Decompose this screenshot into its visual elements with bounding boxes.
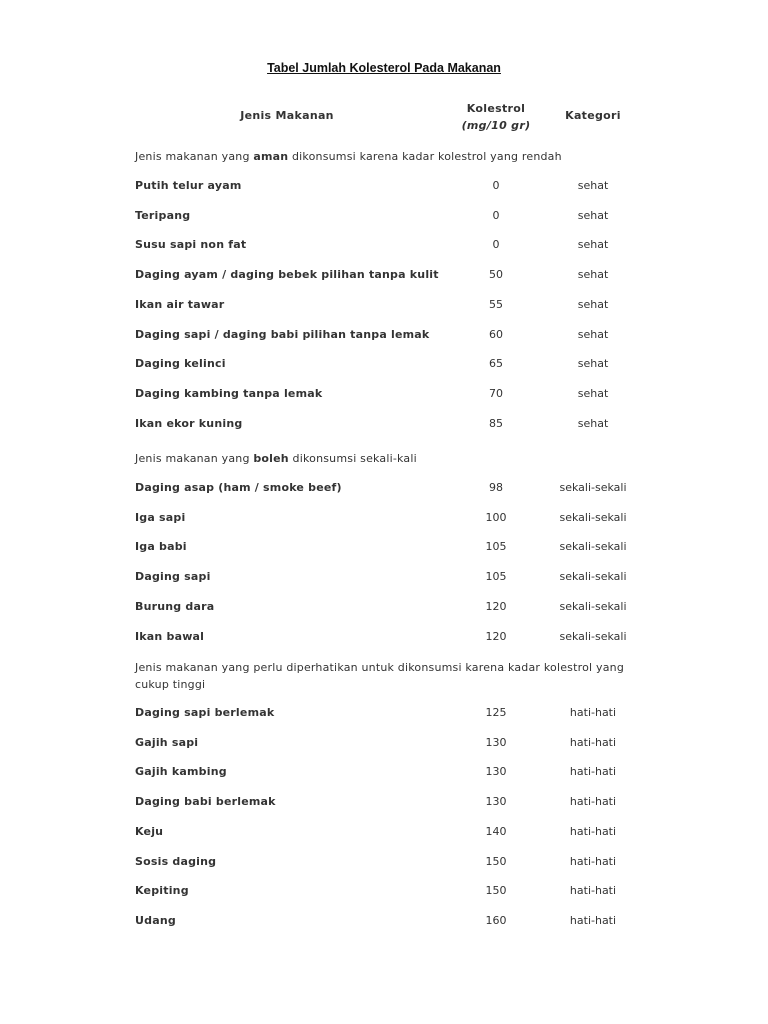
category-label: sehat	[577, 238, 609, 252]
category-label: sehat	[577, 297, 609, 311]
food-name: Udang	[135, 913, 176, 927]
food-name: Ikan air tawar	[135, 297, 225, 311]
category-label: sehat	[577, 327, 609, 341]
column-header-kolestrol	[446, 100, 546, 134]
food-name: Daging sapi / daging babi pilihan tanpa lemak	[135, 327, 430, 341]
food-name: Susu sapi non fat	[135, 238, 247, 252]
category-label: sekali-sekali	[559, 540, 627, 554]
section-heading: Jenis makanan yang perlu diperhatikan untuk dikonsumsi karena kadar kolestrol yang cukup tinggi	[135, 661, 624, 691]
category-label: hati-hati	[569, 884, 617, 898]
category-label: sekali-sekali	[559, 570, 627, 584]
food-name: Ikan bawal	[135, 629, 205, 643]
category-label: hati-hati	[569, 824, 617, 838]
food-name: Daging asap (ham / smoke beef)	[135, 481, 342, 494]
cholesterol-value: 130	[485, 735, 507, 749]
cholesterol-value: 98	[489, 481, 503, 494]
cholesterol-value: 100	[485, 510, 507, 524]
category-label: sekali-sekali	[559, 481, 627, 494]
cholesterol-value: 0	[492, 179, 500, 192]
category-label: hati-hati	[569, 795, 617, 809]
food-name: Teripang	[135, 208, 191, 222]
cholesterol-value: 125	[485, 706, 507, 719]
cholesterol-value: 70	[489, 386, 503, 400]
category-label: sehat	[577, 416, 609, 430]
category-label: sekali-sekali	[559, 599, 627, 613]
category-label: hati-hati	[569, 854, 617, 868]
food-name: Sosis daging	[135, 854, 217, 868]
category-label: sehat	[577, 208, 609, 222]
column-header-kolestrol-label: Kolestrol	[466, 102, 526, 115]
cholesterol-value: 60	[489, 327, 503, 341]
category-label: sehat	[577, 268, 609, 282]
category-label: hati-hati	[569, 765, 617, 779]
food-name: Keju	[135, 824, 164, 838]
food-name: Daging kelinci	[135, 357, 226, 371]
food-name: Iga sapi	[135, 510, 186, 524]
food-name: Daging sapi	[135, 570, 211, 584]
food-name: Kepiting	[135, 884, 189, 898]
cholesterol-value: 105	[485, 540, 507, 554]
cholesterol-value: 0	[492, 208, 500, 222]
food-name: Daging sapi berlemak	[135, 706, 275, 719]
column-header-unit: (mg/10 gr)	[461, 119, 531, 132]
cholesterol-value: 55	[489, 297, 503, 311]
cholesterol-value: 150	[485, 854, 507, 868]
food-name: Daging ayam / daging bebek pilihan tanpa kulit	[135, 268, 439, 282]
food-name: Burung dara	[135, 599, 215, 613]
cholesterol-value: 130	[485, 765, 507, 779]
food-name: Gajih kambing	[135, 765, 227, 779]
cholesterol-value: 0	[492, 238, 500, 252]
cholesterol-value: 85	[489, 416, 503, 430]
page-title: Tabel Jumlah Kolesterol Pada Makanan	[267, 61, 501, 75]
food-name: Daging kambing tanpa lemak	[135, 386, 323, 400]
column-header-jenis: Jenis Makanan	[240, 109, 334, 122]
food-name: Daging babi berlemak	[135, 795, 276, 809]
section-heading-emphasis: boleh	[253, 452, 289, 465]
category-label: sekali-sekali	[559, 629, 627, 643]
category-label: hati-hati	[569, 706, 617, 719]
category-label: hati-hati	[569, 735, 617, 749]
column-header-kategori: Kategori	[565, 109, 621, 122]
cholesterol-value: 105	[485, 570, 507, 584]
category-label: sehat	[577, 386, 609, 400]
cholesterol-value: 120	[485, 599, 507, 613]
category-label: sehat	[577, 357, 609, 371]
food-name: Iga babi	[135, 540, 187, 554]
cholesterol-value: 65	[489, 357, 503, 371]
cholesterol-value: 120	[485, 629, 507, 643]
cholesterol-value: 130	[485, 795, 507, 809]
section-heading: Jenis makanan yang aman dikonsumsi karena kadar kolestrol yang rendah	[135, 150, 562, 163]
cholesterol-value: 50	[489, 268, 503, 282]
cholesterol-value: 140	[485, 824, 507, 838]
cholesterol-value: 150	[485, 884, 507, 898]
category-label: hati-hati	[569, 913, 617, 927]
food-name: Gajih sapi	[135, 735, 199, 749]
cholesterol-value: 160	[485, 913, 507, 927]
food-name: Putih telur ayam	[135, 179, 242, 192]
section-heading-emphasis: aman	[253, 150, 289, 163]
category-label: sehat	[577, 179, 609, 192]
section-heading: Jenis makanan yang boleh dikonsumsi sekali-kali	[135, 452, 417, 465]
category-label: sekali-sekali	[559, 510, 627, 524]
food-name: Ikan ekor kuning	[135, 416, 243, 430]
